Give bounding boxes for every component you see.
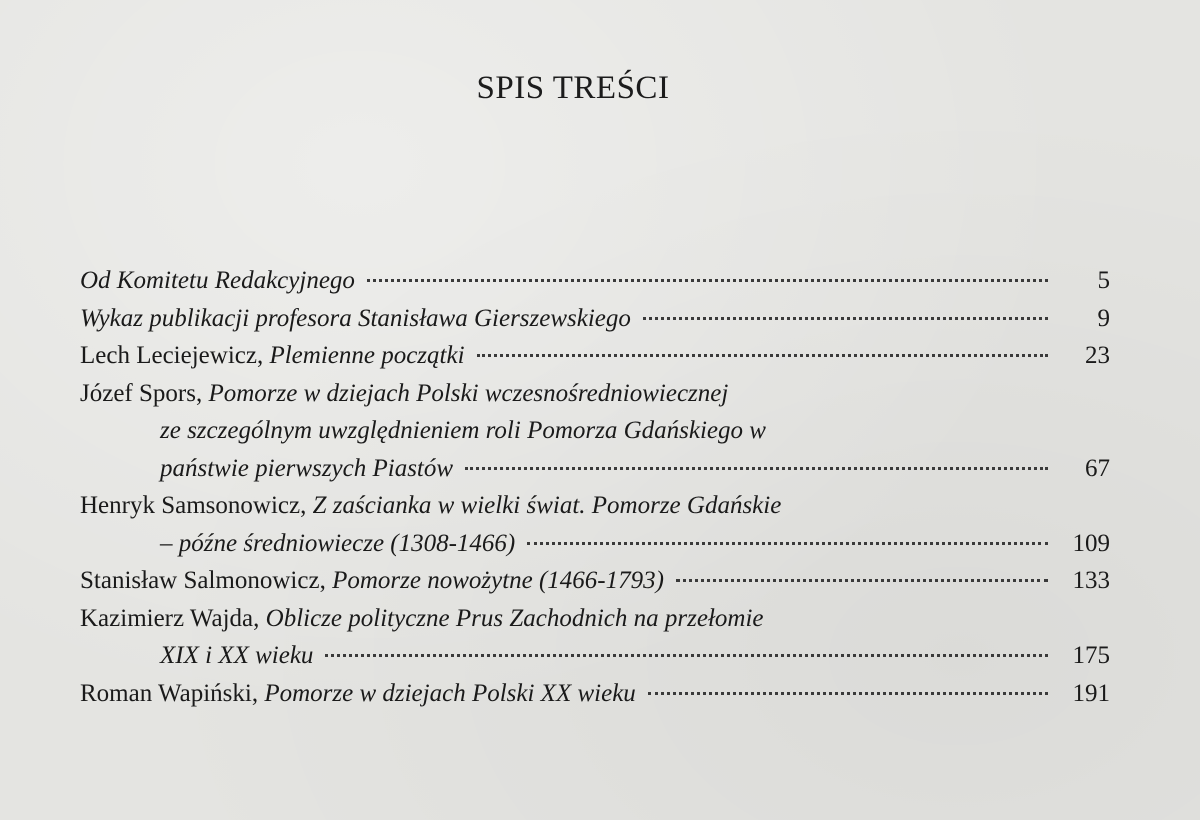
page-number: 133 (1072, 567, 1110, 594)
toc-separator: , (195, 379, 209, 407)
dot-leader (676, 579, 1048, 582)
toc-line (80, 637, 1110, 675)
toc-entry (80, 262, 1110, 300)
toc-entry (80, 562, 1110, 600)
toc-line-text (80, 375, 728, 413)
toc-line-text (80, 300, 631, 338)
page-number: 175 (1072, 642, 1110, 669)
dot-leader (648, 692, 1048, 695)
toc-author: Stanisław Salmonowicz (80, 567, 320, 594)
toc-line-text (80, 262, 355, 300)
dot-leader (477, 354, 1048, 357)
toc-entry (80, 675, 1110, 713)
toc-title: ze szczególnym uwzględnieniem roli Pomorza Gdańskiego w (160, 417, 766, 444)
toc-author: Józef Spors (80, 379, 196, 407)
toc-separator: , (319, 567, 333, 594)
toc-title: Od Komitetu Redakcyjnego (80, 267, 355, 294)
toc-line (80, 337, 1110, 375)
page-number: 9 (1097, 304, 1110, 332)
page-number: 109 (1072, 529, 1110, 557)
toc-line (80, 562, 1110, 600)
toc-line (80, 450, 1110, 488)
toc-line (80, 262, 1110, 300)
page-number: 23 (1085, 342, 1110, 369)
dot-leader (527, 542, 1048, 545)
toc-line-text (80, 600, 763, 638)
toc-line (80, 675, 1110, 713)
toc-entry (80, 487, 1110, 562)
toc-line (80, 300, 1110, 338)
toc-line-text (160, 412, 766, 450)
toc-title: państwie pierwszych Piastów (160, 454, 454, 482)
toc-separator: , (253, 604, 266, 632)
dot-leader (367, 279, 1048, 282)
toc-author: Henryk Samsonowicz (80, 492, 301, 519)
dot-leader (325, 654, 1048, 657)
page-title: SPIS TREŚCI (476, 70, 670, 106)
table-of-contents (80, 262, 1110, 712)
toc-author: Roman Wapiński (80, 679, 252, 707)
toc-author: Lech Leciejewicz (80, 342, 257, 369)
toc-line (80, 600, 1110, 638)
dot-leader (465, 467, 1048, 470)
toc-title: – późne średniowiecze (1308-1466) (160, 529, 516, 557)
toc-title: Pomorze w dziejach Polski wczesnośredniowiecznej (208, 379, 729, 407)
toc-title: Plemienne początki (269, 342, 465, 369)
toc-separator: , (256, 342, 270, 369)
toc-title: Pomorze nowożytne (1466-1793) (332, 567, 664, 594)
toc-line (80, 525, 1110, 563)
toc-title: Z zaścianka w wielki świat. Pomorze Gdańskie (312, 492, 782, 519)
toc-line-text (160, 450, 453, 488)
toc-line-text (80, 487, 781, 525)
toc-title: Oblicze polityczne Prus Zachodnich na przełomie (265, 604, 764, 632)
toc-line (80, 375, 1110, 413)
page-number: 5 (1097, 267, 1110, 294)
toc-title: Wykaz publikacji profesora Stanisława Gierszewskiego (80, 304, 631, 332)
toc-line-text (80, 562, 664, 600)
toc-entry (80, 337, 1110, 375)
toc-line-text (80, 337, 465, 375)
toc-line-text (80, 675, 636, 713)
toc-title: XIX i XX wieku (160, 642, 314, 669)
toc-entry (80, 375, 1110, 488)
toc-title: Pomorze w dziejach Polski XX wieku (264, 679, 636, 707)
toc-author: Kazimierz Wajda (80, 604, 254, 632)
page-number: 67 (1085, 454, 1110, 482)
toc-line (80, 412, 1110, 450)
toc-line (80, 487, 1110, 525)
page-number: 191 (1072, 679, 1110, 707)
toc-separator: , (251, 679, 265, 707)
toc-entry (80, 600, 1110, 675)
dot-leader (643, 317, 1048, 320)
toc-entry (80, 300, 1110, 338)
toc-separator: , (300, 492, 313, 519)
toc-line-text (160, 525, 515, 563)
toc-line-text (160, 637, 313, 675)
